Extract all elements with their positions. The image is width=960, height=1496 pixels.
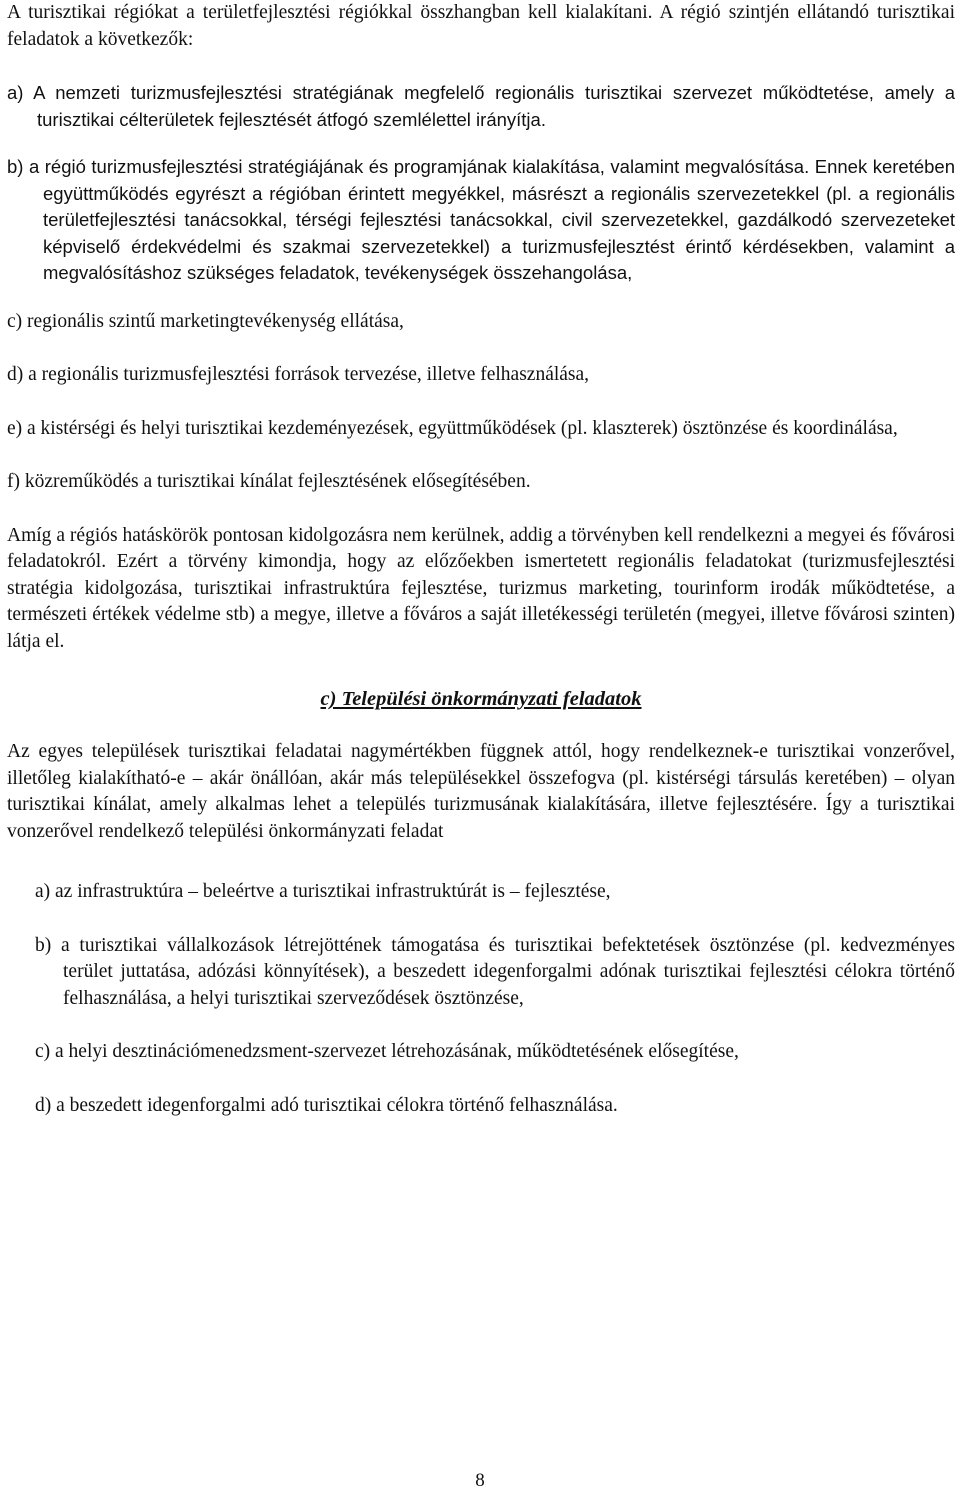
local-intro-paragraph: Az egyes települések turisztikai feladatai nagymértékben függnek attól, hogy rendelkeznek-e turisztikai vonzerővel, illetőleg kialakítható-e – akár önállóan, akár más településekkel összefogva (pl. kistérségi társulás keretében) – olyan turisztikai kínálat, amely alkalmas lehet a település turizmusának kialakítására, illetve fejlesztésére. Így a turisztikai vonzerővel rendelkező települési önkormányzati feladat xyxy=(7,741,955,842)
regional-task-c: c) regionális szintű marketingtevékenység ellátása, xyxy=(7,310,404,332)
regional-task-b: b) a régió turizmusfejlesztési stratégiájának és programjának kialakítása, valamint megvalósítása. Ennek keretében együttműködés egyrészt a régióban érintett megyékkel, másrészt a regionális szervezetekkel (pl. a regionális területfejlesztési tanácsokkal, térségi fejlesztési tanácsokkal, civil szervezetekkel, gazdálkodó szervezeteket képviselő érdekvédelmi és szakmai szervezetekkel) a turizmusfejlesztést érintő kérdésekben, valamint a megvalósításhoz szükséges feladatok, tevékenységek összehangolása, xyxy=(7,156,955,283)
regional-task-e: e) a kistérségi és helyi turisztikai kezdeményezések, együttműködések (pl. klaszterek) ösztönzése és koordinálása, xyxy=(7,417,898,439)
section-title: c) Települési önkormányzati feladatok xyxy=(320,688,642,710)
regional-task-f: f) közreműködés a turisztikai kínálat fejlesztésének elősegítésében. xyxy=(7,471,531,492)
local-task-b: b) a turisztikai vállalkozások létrejöttének támogatása és turisztikai befektetések ösztönzése (pl. kedvezményes terület juttatása, adózási könnyítések), a beszedett idegenforgalmi adónak turisztikai fejlesztési célokra történő felhasználása, a helyi turisztikai szerveződések ösztönzése, xyxy=(35,934,955,1009)
regional-task-d: d) a regionális turizmusfejlesztési források tervezése, illetve felhasználása, xyxy=(7,364,590,385)
page-number: 8 xyxy=(475,1470,485,1491)
local-task-c: c) a helyi desztinációmenedzsment-szervezet létrehozásának, működtetésének elősegítése, xyxy=(35,1041,739,1062)
county-tasks-paragraph: Amíg a régiós hatáskörök pontosan kidolgozásra nem kerülnek, addig a törvényben kell rendelkezni a megyei és fővárosi feladatokról. Ezért a törvény kimondja, hogy az előzőekben ismertetett regionális feladatokat (turizmusfejlesztési stratégia kidolgozása, turisztikai infrastruktúra fejlesztése, turizmus marketing, tourinform irodák működtetése, a természeti értékek védelme stb) a megye, illetve a főváros a saját illetékességi területén (megyei, illetve fővárosi szinten) látja el. xyxy=(7,524,955,652)
local-task-d: d) a beszedett idegenforgalmi adó turisztikai célokra történő felhasználása. xyxy=(35,1094,618,1116)
intro-paragraph: A turisztikai régiókat a területfejlesztési régiókkal összhangban kell kialakítani. A régió szintjén ellátandó turisztikai feladatok a következők: xyxy=(7,2,955,50)
document-page xyxy=(7,0,955,1119)
regional-task-a: a) A nemzeti turizmusfejlesztési stratégiának megfelelő regionális turisztikai szervezet működtetése, amely a turisztikai célterületek fejlesztését átfogó szemlélettel irányítja. xyxy=(7,82,955,130)
local-task-a: a) az infrastruktúra – beleértve a turisztikai infrastruktúrát is – fejlesztése, xyxy=(35,881,611,902)
